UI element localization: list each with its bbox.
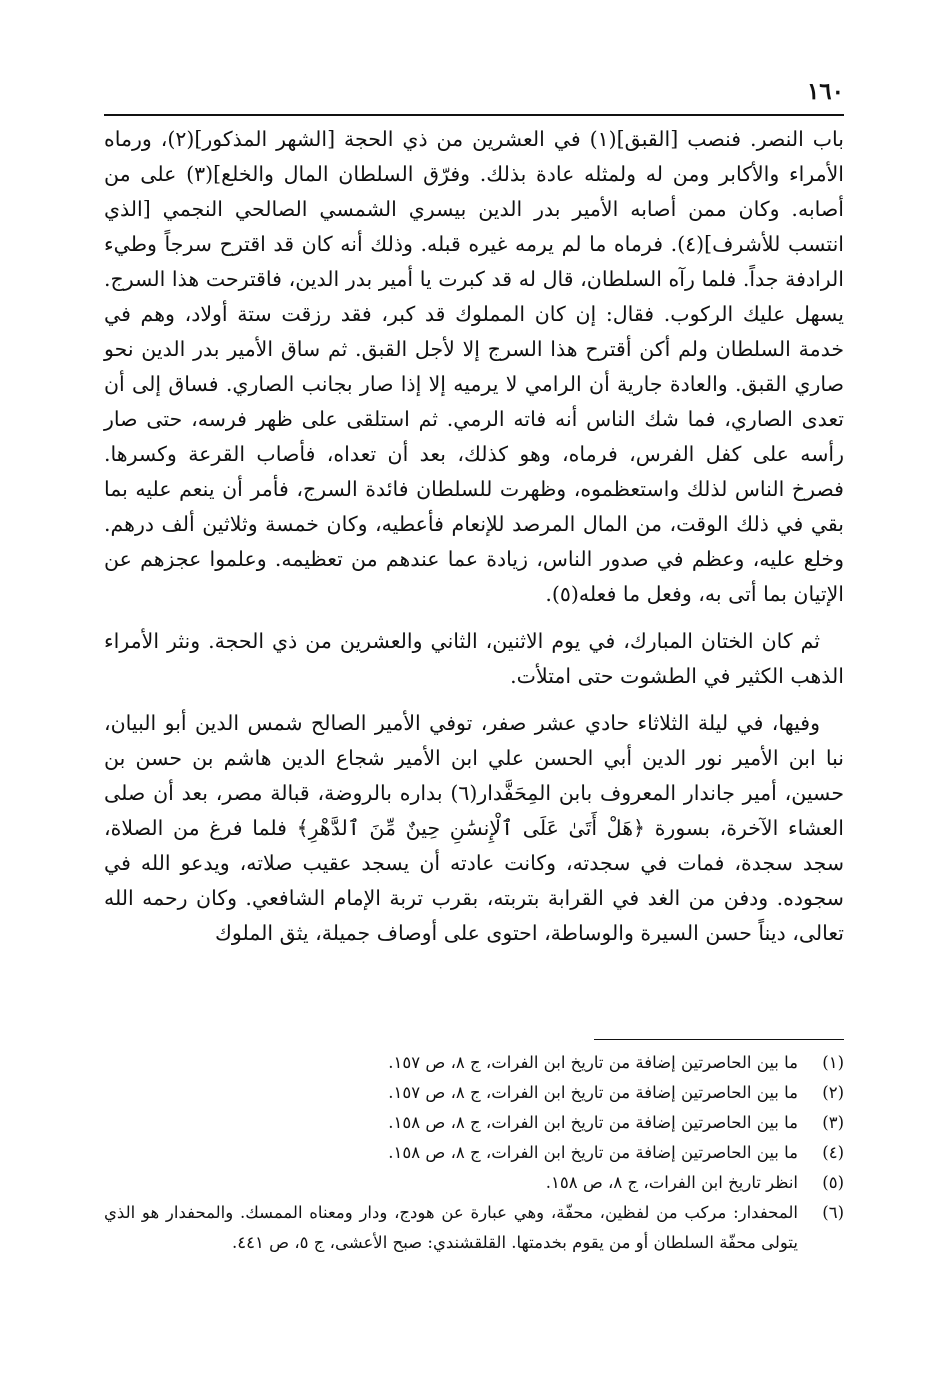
footnote-number: (٥) xyxy=(822,1173,844,1192)
footnote-text: ما بين الحاصرتين إضافة من تاريخ ابن الفرات، ج ٨، ص ١٥٨. xyxy=(388,1113,798,1132)
footnote-divider xyxy=(594,1039,844,1040)
footnote-text: ما بين الحاصرتين إضافة من تاريخ ابن الفرات، ج ٨، ص ١٥٧. xyxy=(388,1053,798,1072)
footnote-3 xyxy=(104,1108,844,1138)
footnotes xyxy=(104,1048,844,1258)
footnote-5 xyxy=(104,1168,844,1198)
footnote-number: (٣) xyxy=(822,1113,844,1132)
footnote-number: (١) xyxy=(822,1053,844,1072)
paragraph-3: وفيها، في ليلة الثلاثاء حادي عشر صفر، توفي الأمير الصالح شمس الدين أبو البيان، نبا ابن الأمير نور الدين أبي الحسن علي ابن الأمير شجاع الدين هاشم بن حسن بن حسين، أمير جاندار المعروف بابن المِحَفَّدار(٦) بداره بالروضة، قبالة مصر، بعد أن صلى العشاء الآخرة، بسورة ﴿هَلْ أَتَىٰ عَلَى ٱلْإِنسَٰنِ حِينٌ مِّنَ ٱلدَّهْرِ﴾ فلما فرغ من الصلاة، سجد سجدة، فمات في سجدته، وكانت عادته أن يسجد عقيب صلاته، ويدعو الله في سجوده. ودفن من الغد في القرابة بتربته، بقرب تربة الإمام الشافعي. وكان رحمه الله تعالى، ديناً حسن السيرة والوساطة، احتوى على أوصاف جميلة، يثق الملوك xyxy=(104,711,844,945)
footnote-2 xyxy=(104,1078,844,1108)
footnote-number: (٦) xyxy=(822,1203,844,1222)
running-header xyxy=(104,72,844,112)
footnote-1 xyxy=(104,1048,844,1078)
main-text xyxy=(104,122,844,951)
footnote-number: (٤) xyxy=(822,1143,844,1162)
footnote-number: (٢) xyxy=(822,1083,844,1102)
header-divider xyxy=(104,114,844,116)
footnote-text: المحفدار: مركب من لفظين، محفّة، وهي عبارة عن هودج، ودار ومعناه الممسك. والمحفدار هو الذي يتولى محفّة السلطان أو من يقوم بخدمتها. القلقشندي: صبح الأعشى، ج ٥، ص ٤٤١. xyxy=(104,1203,798,1252)
paragraph-1: باب النصر. فنصب [القبق](١) في العشرين من ذي الحجة [الشهر المذكور](٢)، ورماه الأمراء والأكابر ومن له ولمثله عادة بذلك. وفرّق السلطان المال والخلع](٣) على من أصابه. وكان ممن أصابه الأمير بدر الدين بيسري الشمسي الصالحي النجمي [الذي انتسب للأشرف](٤). فرماه ما لم يرمه غيره قبله. وذلك أنه كان قد اقترح سرجاً وطيء الرادفة جداً. فلما رآه السلطان، قال له قد كبرت يا أمير بدر الدين، فاقترحت هذا السرج. يسهل عليك الركوب. فقال: إن كان المملوك قد كبر، فقد رزقت ستة أولاد، وهم في خدمة السلطان ولم أكن أقترح هذا السرج إلا لأجل القبق. ثم ساق الأمير بدر الدين نحو صاري القبق. والعادة جارية أن الرامي لا يرميه إلا إذا صار بجانب الصاري. فساق إلى أن تعدى الصاري، فما شك الناس أنه فاته الرمي. ثم استلقى على ظهر فرسه، حتى صار رأسه على كفل الفرس، فرماه، وهو كذلك، بعد أن تعداه، فأصاب القرعة وكسرها. فصرخ الناس لذلك واستعظموه، وظهرت للسلطان فائدة السرج، فأمر أن ينعم عليه بما بقي في ذلك الوقت، من المال المرصد للإنعام فأعطيه، وكان خمسة وثلاثين ألف درهم. وخلع عليه، وعظم في صدور الناس، زيادة عما عندهم من تعظيمه. وعلموا عجزهم عن الإتيان بما أتى به، وفعل ما فعله(٥). xyxy=(104,127,844,606)
paragraph-2: ثم كان الختان المبارك، في يوم الاثنين، الثاني والعشرين من ذي الحجة. ونثر الأمراء الذهب الكثير في الطشوت حتى امتلأت. xyxy=(104,629,844,688)
footnote-text: ما بين الحاصرتين إضافة من تاريخ ابن الفرات، ج ٨، ص ١٥٨. xyxy=(388,1143,798,1162)
footnote-text: انظر تاريخ ابن الفرات، ج ٨، ص ١٥٨. xyxy=(545,1173,798,1192)
footnote-4 xyxy=(104,1138,844,1168)
footnote-6 xyxy=(104,1198,844,1258)
page-number: ١٦٠ xyxy=(806,78,844,105)
footnote-text: ما بين الحاصرتين إضافة من تاريخ ابن الفرات، ج ٨، ص ١٥٧. xyxy=(388,1083,798,1102)
